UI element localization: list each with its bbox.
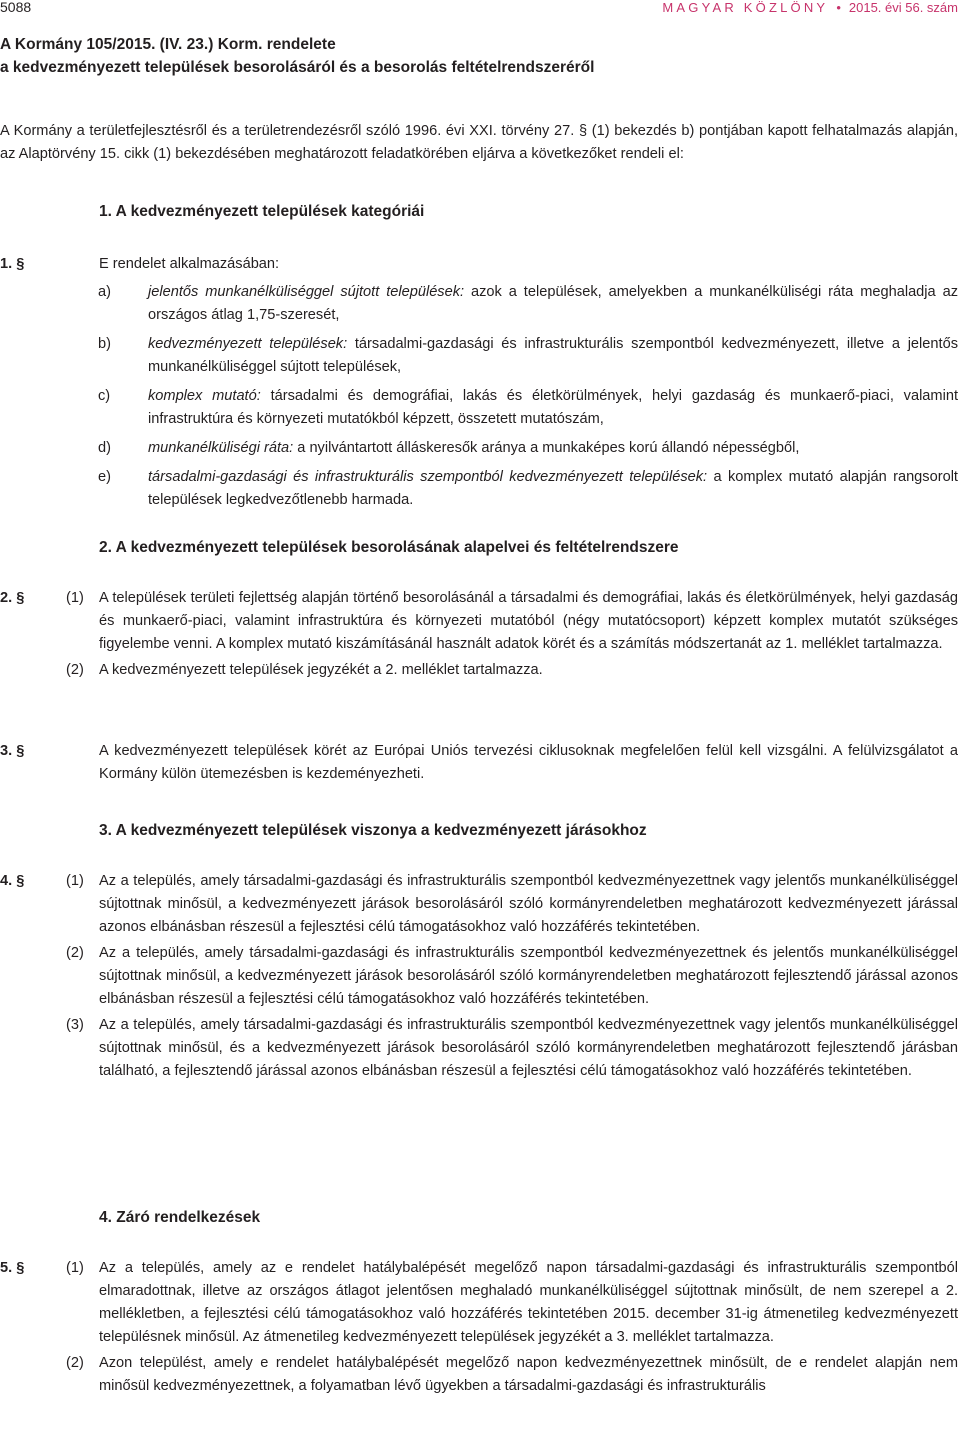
section-1-lead: E rendelet alkalmazásában: — [99, 256, 280, 272]
definition-point — [98, 333, 958, 379]
section-number: 2. § — [0, 590, 25, 606]
defined-term: társadalmi-gazdasági és infrastrukturális szempontból kedvezményezett települések: — [148, 469, 708, 485]
point-label: e) — [98, 469, 111, 485]
subsection-label: (2) — [66, 945, 84, 961]
subsection-label: (1) — [66, 590, 84, 606]
defined-term: munkanélküliségi ráta: — [148, 440, 294, 456]
chapter-2-heading: 2. A kedvezményezett települések besorolásának alapelvei és feltételrendszere — [99, 539, 679, 556]
subsection — [0, 942, 958, 1011]
preamble: A Kormány a területfejlesztésről és a területrendezésről szóló 1996. évi XXI. törvény 27. § (1) bekezdés b) pontjában kapott felhatalmazás alapján, az Alaptörvény 15. cikk (1) bekezdésében meghatározott feladatkörében eljárva a következőket rendeli el: — [0, 123, 958, 162]
definition-point — [98, 281, 958, 327]
chapter-1-heading: 1. A kedvezményezett települések kategóriái — [99, 203, 425, 220]
subsection — [0, 587, 958, 656]
subsection — [0, 1352, 958, 1398]
subsection — [0, 870, 958, 939]
defined-term: kedvezményezett települések: — [148, 336, 348, 352]
subsection-text: A települések területi fejlettség alapján történő besorolásánál a társadalmi és demográfiai, lakás és életkörülmények, helyi gazdaság és munkaerő-piaci, valamint infrastruktúra és környezeti mutatóból (négy mutatócsoport) képzett komplex mutatót szükséges figyelembe venni. A komplex mutató kiszámításánál használt adatok körét és a számítás módszertanát az 1. melléklet tartalmazza. — [99, 590, 958, 652]
journal-name: MAGYAR KÖZLÖNY — [662, 0, 829, 15]
point-label: d) — [98, 440, 111, 456]
definition-point — [98, 466, 958, 512]
definition-text: azok a települések, amelyekben a munkanélküliségi ráta meghaladja az országos átlag 1,75-szeresét, — [148, 284, 958, 323]
subsection-label: (1) — [66, 873, 84, 889]
section-number: 5. § — [0, 1260, 25, 1276]
definition-point — [98, 385, 958, 431]
section-5 — [0, 1257, 958, 1398]
page-number: 5088 — [0, 0, 32, 15]
subsection-text: Az a település, amely társadalmi-gazdasági és infrastrukturális szempontból kedvezményezettnek vagy jelentős munkanélküliséggel sújtottnak minősül, és a kedvezményezett járások besorolásáról szóló kormányrendeletben meghatározott fejlesztendő járásban található, a fejlesztendő járással azonos elbánásban részesül a fejlesztési célú támogatásokhoz való hozzáférés tekintetében. — [99, 1017, 958, 1079]
title-line-1: A Kormány 105/2015. (IV. 23.) Korm. rendelete — [0, 36, 336, 53]
section-number: 1. § — [0, 256, 25, 272]
point-label: c) — [98, 388, 111, 404]
subsection-label: (1) — [66, 1260, 84, 1276]
defined-term: komplex mutató: — [148, 388, 261, 404]
subsection-label: (3) — [66, 1017, 84, 1033]
definition-text: társadalmi-gazdasági és infrastrukturális szempontból kedvezményezett, illetve a jelentős munkanélküliséggel sújtott települések, — [148, 336, 958, 375]
subsection — [0, 659, 958, 682]
section-3-text: A kedvezményezett települések körét az Európai Uniós tervezési ciklusoknak megfelelően felül kell vizsgálni. A felülvizsgálatot a Kormány külön ütemezésben is kezdeményezheti. — [99, 743, 958, 782]
subsection-label: (2) — [66, 1355, 84, 1371]
chapter-3-heading: 3. A kedvezményezett települések viszonya a kedvezményezett járásokhoz — [99, 822, 647, 839]
subsection-text: Az a település, amely társadalmi-gazdasági és infrastrukturális szempontból kedvezményezettnek és jelentős munkanélküliséggel sújtottnak minősül, a kedvezményezett járások besorolásáról szóló kormányrendeletben meghatározott fejlesztendő járással azonos elbánásban részesül a fejlesztési célú támogatásokhoz való hozzáférés tekintetében. — [99, 945, 958, 1007]
journal-masthead — [662, 0, 958, 19]
definition-text: a nyilvántartott álláskeresők aránya a munkaképes korú állandó népességből, — [293, 440, 800, 456]
definition-text: a komplex mutató alapján rangsorolt települések legkedvezőtlenebb harmada. — [148, 469, 958, 508]
subsection-text: Azon települést, amely e rendelet hatálybalépését megelőző napon kedvezményezettnek minősült, de e rendelet alapján nem minősül kedvezményezettnek, a folyamatban lévő ügyekben a társadalmi-gazdasági és infrastrukturális — [99, 1355, 958, 1394]
subsection-text: Az a település, amely az e rendelet hatálybalépését megelőző napon társadalmi-gazdasági és infrastrukturális szempontból elmaradottnak, illetve az országos átlagot jelentősen meghaladó munkanélküliséggel sújtottnak minősült, de nem szerepel a 2. mellékletben, a fejlesztési célú támogatásokhoz való hozzáférés tekintetében 2015. december 31-ig átmenetileg kedvezményezett településnek minősül. Az átmenetileg kedvezményezett települések jegyzékét a 3. melléklet tartalmazza. — [99, 1260, 958, 1345]
section-2 — [0, 587, 958, 682]
definition-list — [0, 281, 958, 512]
point-label: a) — [98, 284, 111, 300]
section-4 — [0, 870, 958, 1083]
subsection-text: Az a település, amely társadalmi-gazdasági és infrastrukturális szempontból kedvezményezettnek vagy jelentős munkanélküliséggel sújtottnak minősül, a kedvezményezett járások besorolásáról szóló kormányrendeletben meghatározott kedvezményezett járással azonos elbánásban részesül a fejlesztési célú támogatásokhoz való hozzáférés tekintetében. — [99, 873, 958, 935]
section-number: 3. § — [0, 743, 25, 759]
chapter-4-heading: 4. Záró rendelkezések — [99, 1209, 261, 1226]
definition-text: társadalmi és demográfiai, lakás és életkörülmények, helyi gazdaság és munkaerő-piaci, valamint infrastruktúra és környezeti mutatókból képzett, összetett mutatószám, — [148, 388, 958, 427]
section-1 — [0, 253, 958, 512]
issue-number: 2015. évi 56. szám — [848, 0, 958, 15]
decree-title — [0, 33, 594, 79]
defined-term: jelentős munkanélküliséggel sújtott települések: — [148, 284, 465, 300]
subsection — [0, 1014, 958, 1083]
separator-dot: • — [836, 0, 841, 15]
subsection-text: A kedvezményezett települések jegyzékét a 2. melléklet tartalmazza. — [99, 662, 543, 678]
point-label: b) — [98, 336, 111, 352]
subsection-label: (2) — [66, 662, 84, 678]
title-line-2: a kedvezményezett települések besorolásáról és a besorolás feltételrendszeréről — [0, 59, 595, 76]
subsection — [0, 1257, 958, 1349]
section-number: 4. § — [0, 873, 25, 889]
section-3 — [0, 740, 958, 786]
definition-point — [98, 437, 958, 460]
page-header — [0, 0, 960, 20]
